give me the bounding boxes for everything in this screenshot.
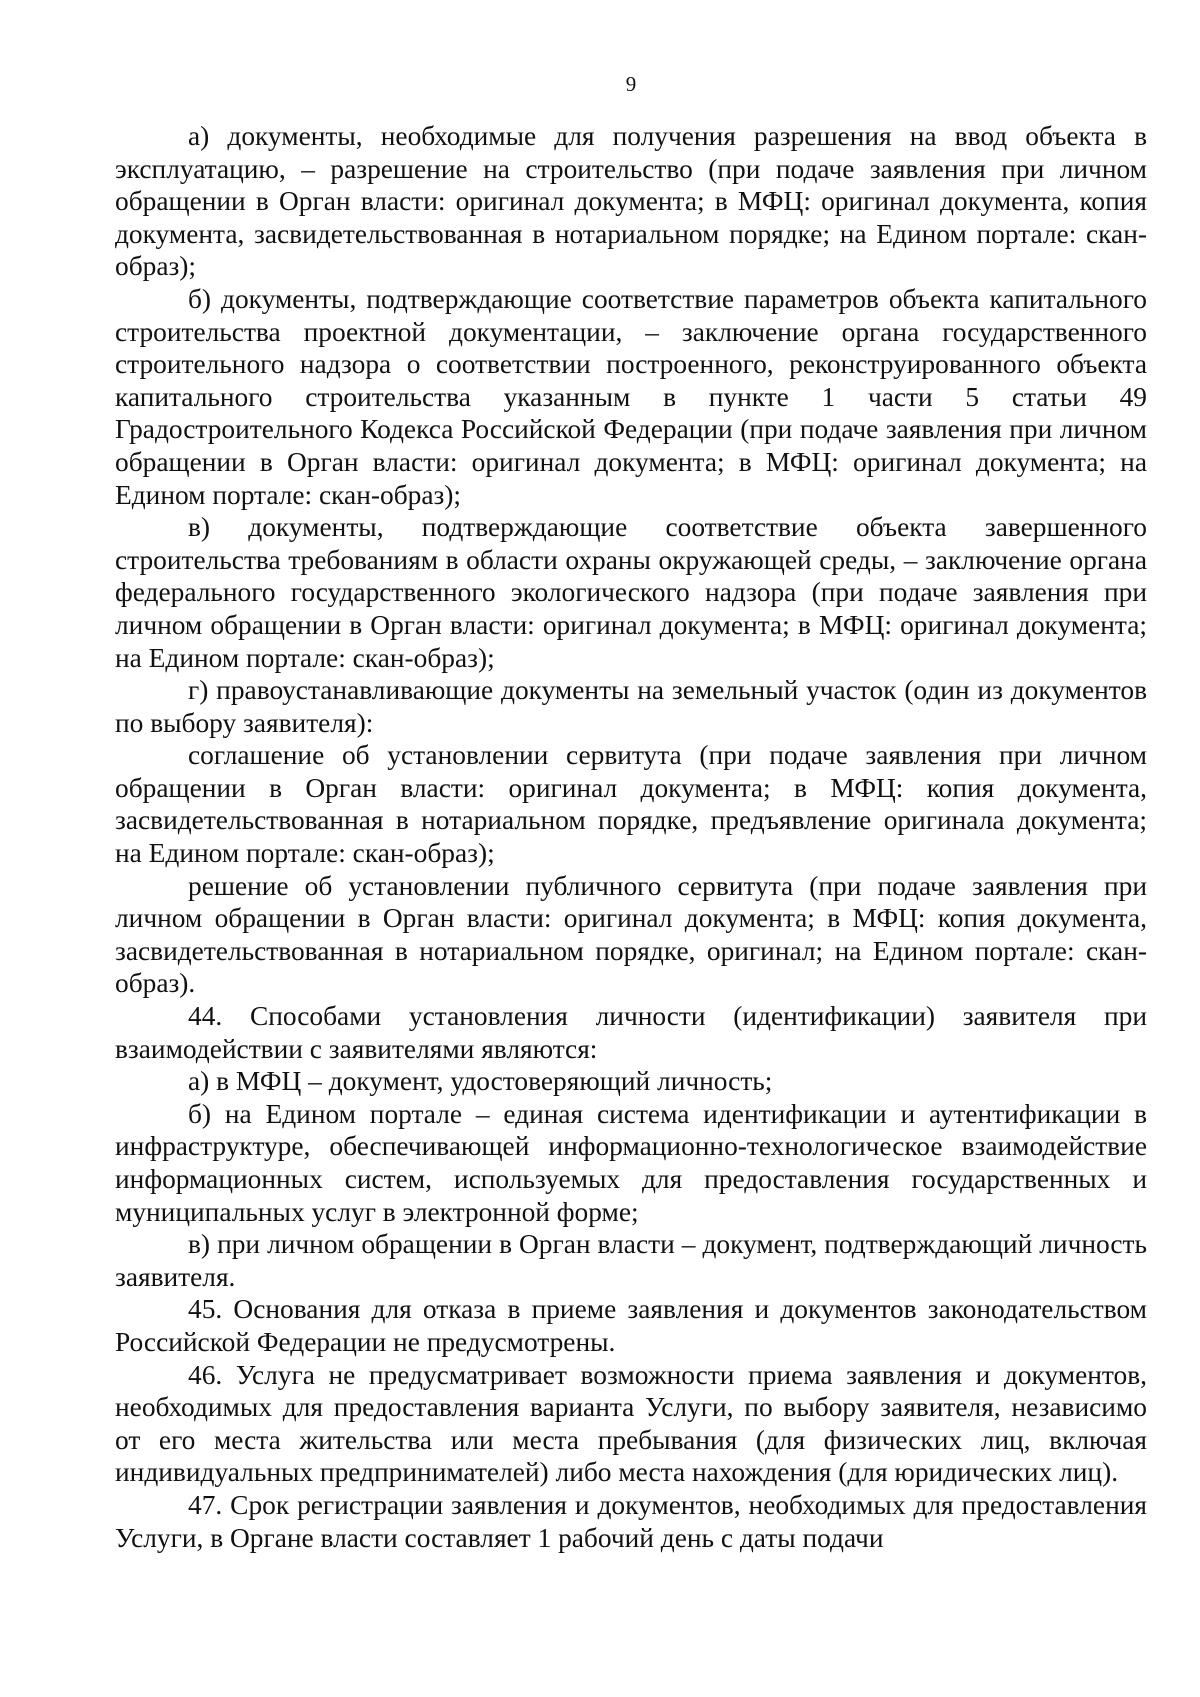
paragraph-44-a: а) в МФЦ – документ, удостоверяющий личность;	[188, 1066, 773, 1097]
paragraph-45: 45. Основания для отказа в приеме заявления и документов законодательством Российской Федерации не предусмотрены.	[115, 1294, 1147, 1357]
paragraph-43-a: а) документы, необходимые для получения разрешения на ввод объекта в эксплуатацию, – разрешение на строительство (при подаче заявления при личном обращении в Орган власти: оригинал документа; в МФЦ: оригинал документа, копия документа, засвидетельствованная в нотариальном порядке; на Едином портале: скан-образ);	[115, 121, 1147, 282]
paragraph-44-v: в) при личном обращении в Орган власти – документ, подтверждающий личность заявителя.	[115, 1229, 1147, 1292]
paragraph-44-b: б) на Едином портале – единая система идентификации и аутентификации в инфраструктуре, обеспечивающей информационно-технологическое взаимодействие информационных систем, используемых для предоставления государственных и муниципальных услуг в электронной форме;	[115, 1098, 1147, 1227]
paragraph-46: 46. Услуга не предусматривает возможности приема заявления и документов, необходимых для предоставления варианта Услуги, по выбору заявителя, независимо от его места жительства или места пребывания (для физических лиц, включая индивидуальных предпринимателей) либо места нахождения (для юридических лиц).	[115, 1359, 1147, 1488]
paragraph-43-g: г) правоустанавливающие документы на земельный участок (один из документов по выбору заявителя):	[115, 675, 1147, 738]
paragraph-47: 47. Срок регистрации заявления и документов, необходимых для предоставления Услуги, в Органе власти составляет 1 рабочий день с даты подачи	[115, 1489, 1147, 1553]
paragraph-44: 44. Способами установления личности (идентификации) заявителя при взаимодействии с заявителями являются:	[115, 1001, 1147, 1064]
page-number: 9	[625, 72, 637, 96]
paragraph-public-servitude: решение об установлении публичного сервитута (при подаче заявления при личном обращении в Орган власти: оригинал документа; в МФЦ: копия документа, засвидетельствованная в нотариальном порядке, оригинал; на Едином портале: скан-образ).	[115, 870, 1147, 999]
paragraph-43-v: в) документы, подтверждающие соответствие объекта завершенного строительства требованиям в области охраны окружающей среды, – заключение органа федерального государственного экологического надзора (при подаче заявления при личном обращении в Орган власти: оригинал документа; в МФЦ: оригинал документа; на Едином портале: скан-образ);	[115, 512, 1147, 673]
paragraph-43-b: б) документы, подтверждающие соответствие параметров объекта капитального строительства проектной документации, – заключение органа государственного строительного надзора о соответствии построенного, реконструированного объекта капитального строительства указанным в пункте 1 части 5 статьи 49 Градостроительного Кодекса Российской Федерации (при подаче заявления при личном обращении в Орган власти: оригинал документа; в МФЦ: оригинал документа; на Едином портале: скан-образ);	[115, 283, 1147, 510]
paragraph-servitude-agreement: соглашение об установлении сервитута (при подаче заявления при личном обращении в Орган власти: оригинал документа; в МФЦ: копия документа, засвидетельствованная в нотариальном порядке, предъявление оригинала документа; на Едином портале: скан-образ);	[115, 740, 1147, 869]
document-body	[115, 120, 1147, 1554]
